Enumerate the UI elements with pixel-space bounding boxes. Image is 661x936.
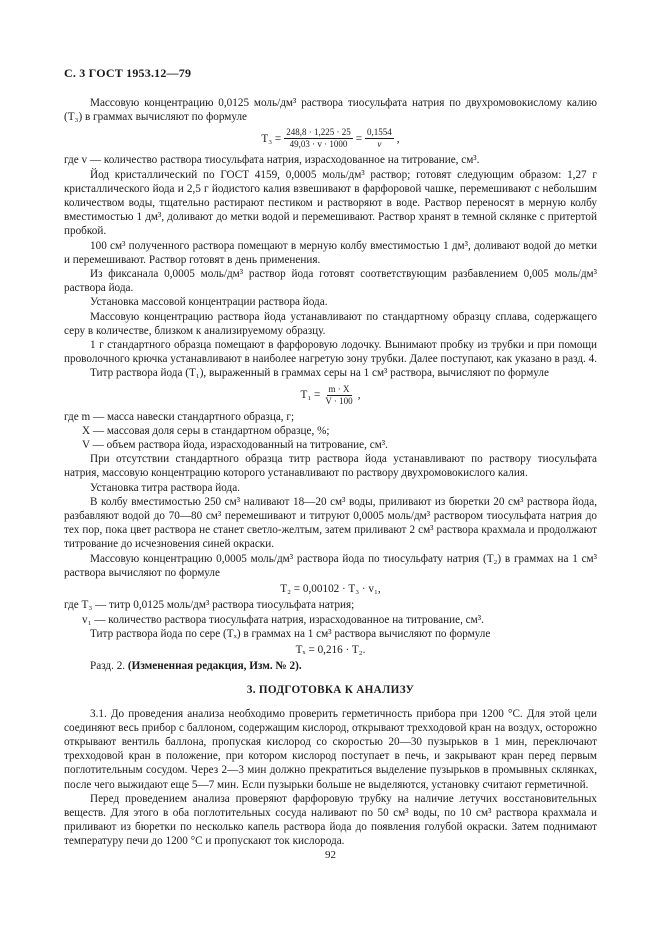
- section-title: 3. ПОДГОТОВКА К АНАЛИЗУ: [246, 684, 415, 697]
- paragraph: Титр раствора йода по сере (Tₓ) в граммах на 1 см³ раствора вычисляют по формуле: [90, 627, 491, 640]
- paragraph: Установка массовой концентрации раствора йода.: [90, 296, 328, 309]
- paragraph: 1 г стандартного образца помещают в фарфоровую лодочку. Вынимают пробку из трубки и при помощи проволочного крючка устанавливают в наиболее нагретую зону трубки. Далее поступают, как указано в разд. 4.: [64, 339, 598, 366]
- paragraph: Массовую концентрацию раствора йода устанавливают по стандартному образцу сплава, содержащего серу в количестве, близком к анализируемому образцу.: [64, 310, 597, 337]
- paragraph: Титр раствора йода (T₁), выраженный в граммах серы на 1 см³ раствора, вычисляют по формуле: [90, 367, 549, 380]
- fraction: [323, 384, 354, 407]
- legend-line: X — массовая доля серы в стандартном образце, %;: [82, 424, 330, 437]
- legend-line: V — объем раствора йода, израсходованный на титрование, см³.: [82, 439, 388, 452]
- document-body: [64, 96, 597, 849]
- formula-tail: ,: [357, 389, 361, 402]
- paragraph: Из фиксанала 0,0005 моль/дм³ раствор йода готовят соответствующим разбавлением 0,005 моль/дм³ раствора йода.: [64, 268, 597, 295]
- revision-prefix: Разд. 2.: [90, 660, 128, 673]
- legend-line: где T₃ — титр 0,0125 моль/дм³ раствора тиосульфата натрия;: [64, 599, 355, 612]
- paragraph: При отсутствии стандартного образца титр раствора йода устанавливают по раствору тиосульфата натрия, массовую концентрацию которого устанавливают по раствору двухромовокислого калия.: [64, 453, 597, 480]
- legend-line: где m — масса навески стандартного образца, г;: [64, 410, 295, 423]
- formula-t3: [64, 127, 597, 150]
- formula-equals: =: [355, 132, 363, 145]
- fraction: [284, 127, 353, 150]
- page-header: С. 3 ГОСТ 1953.12—79: [64, 66, 192, 80]
- fraction-numerator: m · X: [328, 383, 350, 394]
- paragraph: Массовую концентрацию 0,0005 моль/дм³ раствора йода по тиосульфату натрия (T₂) в граммах на 1 см³ раствора вычисляют по формуле: [64, 552, 597, 579]
- formula-t1: [64, 384, 597, 407]
- formula-lhs: T₁ =: [300, 389, 321, 402]
- formula-tail: ,: [396, 132, 400, 145]
- revision-label: (Измененная редакция, Изм. № 2).: [127, 660, 302, 673]
- fraction-denominator: v: [377, 139, 382, 150]
- formula-tx: Tₓ = 0,216 · T₂.: [295, 643, 366, 656]
- paragraph: Массовую концентрацию 0,0125 моль/дм³ раствора тиосульфата натрия по двухромовокислому калию (T₃) в граммах вычисляют по формуле: [64, 97, 597, 124]
- paragraph: В колбу вместимостью 250 см³ наливают 18—20 см³ воды, приливают из бюретки 20 см³ раствора йода, разбавляют водой до 70—80 см³ перемешивают и титруют 0,0005 моль/дм³ раствором тиосульфата натрия до тех пор, пока цвет раствора не станет светло-желтым, затем приливают 2 см³ раствора крахмала и продолжают титрование до исчезновения синей окраски.: [64, 495, 597, 551]
- formula-lhs: T₃ =: [261, 132, 282, 145]
- page-number: 92: [325, 849, 336, 861]
- paragraph: Йод кристаллический по ГОСТ 4159, 0,0005 моль/дм³ раствор; готовят следующим образом: 1,27 г кристаллического йода и 2,5 г йодистого калия взвешивают в фарфоровой чашке, перемешивают с небольшим количеством воды, тщательно растирают пестиком и растворяют в воде. Раствор переносят в мерную колбу вместимостью 1 дм³, доливают до метки водой и перемешивают. Раствор хранят в темной склянке с притертой пробкой.: [64, 168, 597, 238]
- paragraph: 3.1. До проведения анализа необходимо проверить герметичность прибора при 1200 °С. Для этой цели соединяют весь прибор с баллоном, содержащим кислород, открывают трехходовой кран на воздух, осторожно открывают вентиль баллона, пропуская кислород со скоростью 20—30 пузырьков в 1 мин, переключают трехходовой кран в положение, при котором кислород поступает в печь, и закрывают кран перед первым поглотительным сосудом. Через 2—3 мин должно прекратиться выделение пузырьков в промывных склянках, после чего выжидают еще 5—7 мин. Если пузырьки больше не выделяются, установку считают герметичной.: [64, 707, 597, 791]
- fraction-denominator: V · 100: [325, 395, 353, 406]
- formula-t2: T₂ = 0,00102 · T₃ · v₁,: [280, 583, 381, 596]
- fraction-numerator: 0,1554: [367, 127, 392, 138]
- fraction: [365, 127, 394, 150]
- fraction-denominator: 49,03 · v · 1000: [289, 139, 348, 150]
- paragraph: Перед проведением анализа проверяют фарфоровую трубку на наличие летучих восстановительных веществ. Для этого в оба поглотительных сосуда наливают по 50 см³ воды, по 10 см³ раствора крахмала и приливают из бюретки по несколько капель раствора йода до появления голубой окраски. Затем поднимают температуру печи до 1200 °С и пропускают ток кислорода.: [64, 792, 597, 848]
- fraction-numerator: 248,8 · 1,225 · 25: [286, 127, 351, 138]
- paragraph: Установка титра раствора йода.: [90, 481, 240, 494]
- paragraph: 100 см³ полученного раствора помещают в мерную колбу вместимостью 1 дм³, доливают водой до метки и перемешивают. Раствор готовят в день применения.: [64, 239, 597, 266]
- revision-note: [64, 659, 597, 673]
- paragraph: где v — количество раствора тиосульфата натрия, израсходованное на титрование, см³.: [64, 154, 480, 167]
- legend-line: v₁ — количество раствора тиосульфата натрия, израсходованное на титрование, см³.: [82, 613, 484, 626]
